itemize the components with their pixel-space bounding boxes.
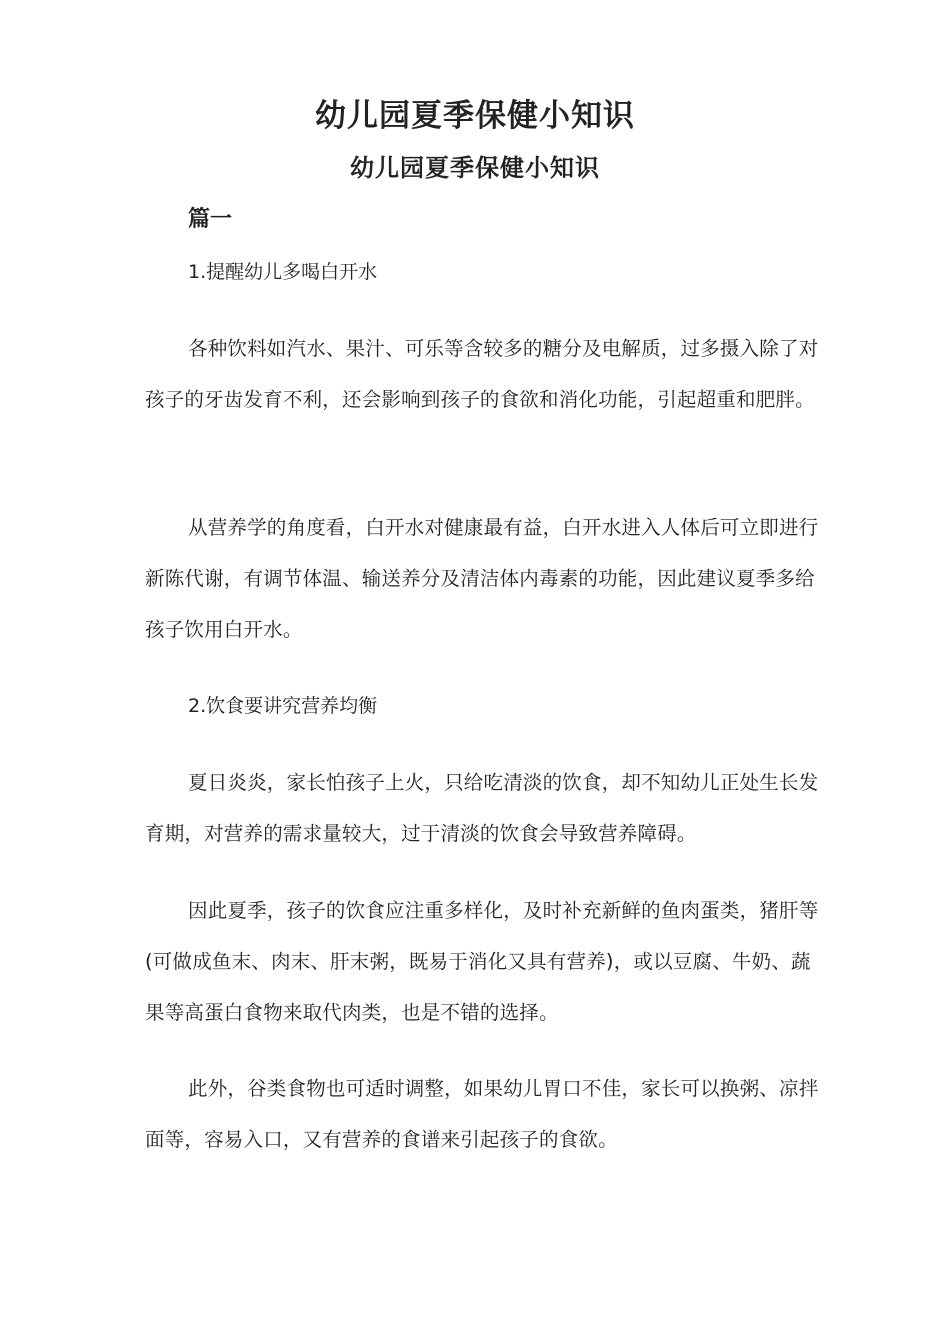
item-heading-1: 1.提醒幼儿多喝白开水 bbox=[188, 261, 378, 283]
paragraph-3: 夏日炎炎，家长怕孩子上火，只给吃清淡的饮食，却不知幼儿正处生长发育期，对营养的需求量较大，过于清淡的饮食会导致营养障碍。 bbox=[145, 771, 819, 845]
document-subtitle: 幼儿园夏季保健小知识 bbox=[350, 154, 600, 182]
section-heading: 篇一 bbox=[188, 207, 233, 232]
paragraph-5: 此外，谷类食物也可适时调整，如果幼儿胃口不佳，家长可以换粥、凉拌面等，容易入口，又有营养的食谱来引起孩子的食欲。 bbox=[145, 1077, 819, 1151]
item-heading-2: 2.饮食要讲究营养均衡 bbox=[188, 695, 378, 717]
document-title: 幼儿园夏季保健小知识 bbox=[315, 98, 635, 134]
paragraph-2: 从营养学的角度看，白开水对健康最有益，白开水进入人体后可立即进行新陈代谢，有调节体温、输送养分及清洁体内毒素的功能，因此建议夏季多给孩子饮用白开水。 bbox=[145, 516, 819, 641]
paragraph-1: 各种饮料如汽水、果汁、可乐等含较多的糖分及电解质，过多摄入除了对孩子的牙齿发育不利，还会影响到孩子的食欲和消化功能，引起超重和肥胖。 bbox=[145, 337, 819, 411]
paragraph-4: 因此夏季，孩子的饮食应注重多样化，及时补充新鲜的鱼肉蛋类，猪肝等(可做成鱼末、肉末、肝末粥，既易于消化又具有营养)，或以豆腐、牛奶、蔬果等高蛋白食物来取代肉类，也是不错的选择。 bbox=[145, 899, 819, 1024]
